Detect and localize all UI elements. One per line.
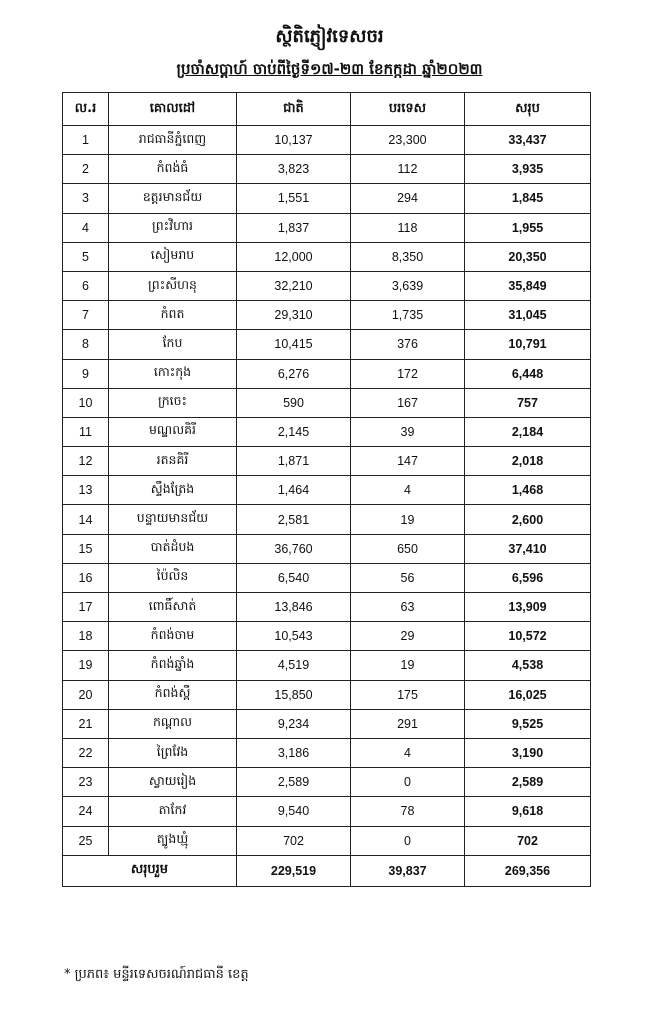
cell-total: 9,525 xyxy=(465,709,591,738)
cell-foreign: 39 xyxy=(351,417,465,446)
cell-destination: កំពង់ស្ពឺ xyxy=(109,680,237,709)
cell-destination: កែប xyxy=(109,330,237,359)
cell-total: 37,410 xyxy=(465,534,591,563)
table-row xyxy=(63,534,591,563)
table-row xyxy=(63,476,591,505)
cell-destination: កណ្តាល xyxy=(109,709,237,738)
cell-total: 13,909 xyxy=(465,593,591,622)
table-row xyxy=(63,797,591,826)
summary-total: 269,356 xyxy=(465,855,591,886)
cell-total: 2,600 xyxy=(465,505,591,534)
document-title: ស្ថិតិភ្ញៀវទេសចរ xyxy=(275,26,384,47)
table-header-row xyxy=(63,93,591,126)
cell-national: 1,871 xyxy=(237,447,351,476)
cell-national: 10,543 xyxy=(237,622,351,651)
table-row xyxy=(63,622,591,651)
cell-destination: ព្រះវិហារ xyxy=(109,213,237,242)
cell-foreign: 29 xyxy=(351,622,465,651)
table-row xyxy=(63,447,591,476)
cell-foreign: 1,735 xyxy=(351,301,465,330)
header-national: ជាតិ xyxy=(237,93,351,126)
table-row xyxy=(63,271,591,300)
source-footnote: * ប្រភព៖ មន្ទីរទេសចរណ៍រាជធានី ខេត្ត xyxy=(64,967,249,982)
cell-destination: តាកែវ xyxy=(109,797,237,826)
cell-national: 1,837 xyxy=(237,213,351,242)
cell-number: 8 xyxy=(63,330,109,359)
cell-national: 4,519 xyxy=(237,651,351,680)
cell-national: 1,464 xyxy=(237,476,351,505)
cell-foreign: 19 xyxy=(351,651,465,680)
cell-number: 20 xyxy=(63,680,109,709)
cell-number: 10 xyxy=(63,388,109,417)
cell-number: 18 xyxy=(63,622,109,651)
cell-national: 9,540 xyxy=(237,797,351,826)
header-total: សរុប xyxy=(465,93,591,126)
cell-destination: រតនគិរី xyxy=(109,447,237,476)
table-row xyxy=(63,184,591,213)
cell-foreign: 3,639 xyxy=(351,271,465,300)
cell-number: 3 xyxy=(63,184,109,213)
table-row xyxy=(63,680,591,709)
cell-number: 21 xyxy=(63,709,109,738)
cell-national: 2,581 xyxy=(237,505,351,534)
cell-number: 6 xyxy=(63,271,109,300)
table-row xyxy=(63,709,591,738)
cell-destination: រាជធានីភ្នំពេញ xyxy=(109,126,237,155)
cell-destination: កំពត xyxy=(109,301,237,330)
cell-destination: កំពង់ឆ្នាំង xyxy=(109,651,237,680)
table-row xyxy=(63,359,591,388)
table-row xyxy=(63,242,591,271)
header-destination: គោលដៅ xyxy=(109,93,237,126)
cell-total: 1,845 xyxy=(465,184,591,213)
cell-foreign: 63 xyxy=(351,593,465,622)
cell-foreign: 291 xyxy=(351,709,465,738)
cell-destination: កំពង់ចាម xyxy=(109,622,237,651)
cell-total: 10,572 xyxy=(465,622,591,651)
cell-foreign: 175 xyxy=(351,680,465,709)
cell-foreign: 376 xyxy=(351,330,465,359)
cell-national: 10,415 xyxy=(237,330,351,359)
cell-national: 2,145 xyxy=(237,417,351,446)
table-row xyxy=(63,213,591,242)
table-row xyxy=(63,768,591,797)
table-row xyxy=(63,738,591,767)
table-row xyxy=(63,563,591,592)
cell-total: 6,596 xyxy=(465,563,591,592)
cell-number: 23 xyxy=(63,768,109,797)
cell-destination: បន្ទាយមានជ័យ xyxy=(109,505,237,534)
header-foreign: បរទេស xyxy=(351,93,465,126)
cell-foreign: 78 xyxy=(351,797,465,826)
cell-total: 31,045 xyxy=(465,301,591,330)
summary-label: សរុបរួម xyxy=(63,855,237,886)
cell-national: 9,234 xyxy=(237,709,351,738)
cell-national: 32,210 xyxy=(237,271,351,300)
cell-total: 2,184 xyxy=(465,417,591,446)
table-row xyxy=(63,593,591,622)
cell-foreign: 112 xyxy=(351,155,465,184)
cell-foreign: 167 xyxy=(351,388,465,417)
cell-foreign: 650 xyxy=(351,534,465,563)
cell-national: 6,276 xyxy=(237,359,351,388)
cell-destination: ក្រចេះ xyxy=(109,388,237,417)
table-row xyxy=(63,417,591,446)
cell-number: 1 xyxy=(63,126,109,155)
cell-national: 1,551 xyxy=(237,184,351,213)
cell-number: 24 xyxy=(63,797,109,826)
cell-total: 16,025 xyxy=(465,680,591,709)
cell-number: 2 xyxy=(63,155,109,184)
cell-total: 1,468 xyxy=(465,476,591,505)
cell-foreign: 8,350 xyxy=(351,242,465,271)
cell-total: 1,955 xyxy=(465,213,591,242)
cell-foreign: 0 xyxy=(351,768,465,797)
cell-number: 9 xyxy=(63,359,109,388)
cell-number: 13 xyxy=(63,476,109,505)
cell-total: 757 xyxy=(465,388,591,417)
cell-national: 36,760 xyxy=(237,534,351,563)
cell-foreign: 23,300 xyxy=(351,126,465,155)
cell-destination: ពោធិ៍សាត់ xyxy=(109,593,237,622)
cell-number: 16 xyxy=(63,563,109,592)
cell-number: 22 xyxy=(63,738,109,767)
cell-total: 35,849 xyxy=(465,271,591,300)
cell-destination: ប៉ៃលិន xyxy=(109,563,237,592)
cell-foreign: 19 xyxy=(351,505,465,534)
summary-foreign: 39,837 xyxy=(351,855,465,886)
cell-total: 2,589 xyxy=(465,768,591,797)
document-subtitle: ប្រចាំសប្តាហ៍ ចាប់ពីថ្ងៃទី១៧-២៣ ខែកក្កដា ឆ្នាំ២០២៣ xyxy=(176,60,483,78)
table-row xyxy=(63,388,591,417)
cell-destination: កោះកុង xyxy=(109,359,237,388)
cell-foreign: 4 xyxy=(351,476,465,505)
cell-number: 4 xyxy=(63,213,109,242)
cell-total: 33,437 xyxy=(465,126,591,155)
cell-number: 25 xyxy=(63,826,109,855)
table-row xyxy=(63,301,591,330)
cell-foreign: 118 xyxy=(351,213,465,242)
cell-national: 590 xyxy=(237,388,351,417)
summary-row xyxy=(63,855,591,886)
cell-total: 9,618 xyxy=(465,797,591,826)
cell-destination: ត្បូងឃ្មុំ xyxy=(109,826,237,855)
cell-number: 7 xyxy=(63,301,109,330)
cell-national: 13,846 xyxy=(237,593,351,622)
cell-number: 14 xyxy=(63,505,109,534)
table-row xyxy=(63,126,591,155)
cell-destination: កំពង់ធំ xyxy=(109,155,237,184)
cell-destination: សៀមរាប xyxy=(109,242,237,271)
table-row xyxy=(63,651,591,680)
cell-foreign: 147 xyxy=(351,447,465,476)
cell-destination: បាត់ដំបង xyxy=(109,534,237,563)
cell-national: 29,310 xyxy=(237,301,351,330)
cell-destination: ស្ទឹងត្រែង xyxy=(109,476,237,505)
cell-national: 15,850 xyxy=(237,680,351,709)
cell-destination: ស្វាយរៀង xyxy=(109,768,237,797)
cell-number: 12 xyxy=(63,447,109,476)
cell-number: 19 xyxy=(63,651,109,680)
cell-total: 6,448 xyxy=(465,359,591,388)
cell-total: 3,190 xyxy=(465,738,591,767)
cell-national: 702 xyxy=(237,826,351,855)
table-row xyxy=(63,330,591,359)
summary-national: 229,519 xyxy=(237,855,351,886)
cell-total: 702 xyxy=(465,826,591,855)
header-number: ល.រ xyxy=(63,93,109,126)
table-row xyxy=(63,155,591,184)
cell-total: 4,538 xyxy=(465,651,591,680)
cell-national: 10,137 xyxy=(237,126,351,155)
table-body xyxy=(63,126,591,856)
cell-total: 10,791 xyxy=(465,330,591,359)
cell-number: 11 xyxy=(63,417,109,446)
cell-number: 15 xyxy=(63,534,109,563)
cell-destination: ព្រះសីហនុ xyxy=(109,271,237,300)
cell-foreign: 172 xyxy=(351,359,465,388)
tourist-statistics-table xyxy=(62,92,591,887)
cell-destination: មណ្ឌលគិរី xyxy=(109,417,237,446)
cell-national: 3,823 xyxy=(237,155,351,184)
cell-foreign: 294 xyxy=(351,184,465,213)
cell-national: 2,589 xyxy=(237,768,351,797)
cell-number: 17 xyxy=(63,593,109,622)
cell-national: 3,186 xyxy=(237,738,351,767)
cell-national: 12,000 xyxy=(237,242,351,271)
cell-destination: ព្រៃវែង xyxy=(109,738,237,767)
cell-total: 20,350 xyxy=(465,242,591,271)
table-row xyxy=(63,505,591,534)
cell-number: 5 xyxy=(63,242,109,271)
cell-total: 3,935 xyxy=(465,155,591,184)
cell-foreign: 0 xyxy=(351,826,465,855)
table-row xyxy=(63,826,591,855)
cell-foreign: 56 xyxy=(351,563,465,592)
cell-foreign: 4 xyxy=(351,738,465,767)
cell-total: 2,018 xyxy=(465,447,591,476)
cell-national: 6,540 xyxy=(237,563,351,592)
cell-destination: ឧត្តរមានជ័យ xyxy=(109,184,237,213)
